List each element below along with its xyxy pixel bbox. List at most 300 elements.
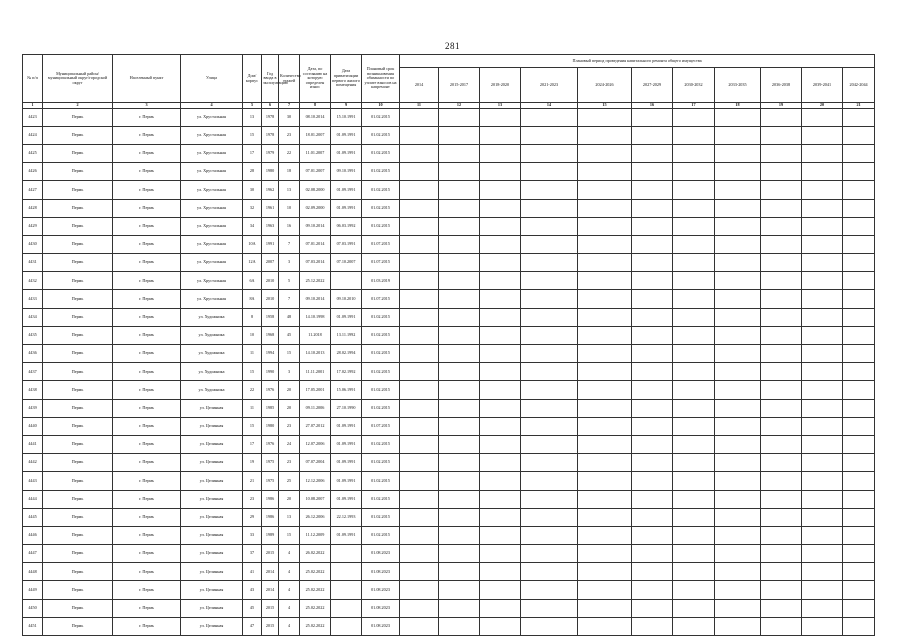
privatization-date-cell: 01.09.1991	[331, 144, 362, 162]
planned-work-cell	[802, 363, 843, 381]
privatization-date-cell: 01.09.1991	[331, 454, 362, 472]
planned-work-cell	[843, 490, 875, 508]
settlement-cell: г. Пермь	[113, 617, 181, 635]
year-built-cell: 2015	[262, 599, 279, 617]
planned-work-cell	[715, 181, 761, 199]
street-cell: ул. Хрустальная	[181, 108, 243, 126]
date-included-cell: 07.03.2014	[300, 254, 331, 272]
planned-work-cell	[578, 617, 632, 635]
planned-work-cell	[521, 581, 578, 599]
privatization-date-cell: 01.09.1991	[331, 199, 362, 217]
table-row	[23, 199, 875, 217]
planned-work-cell	[632, 345, 673, 363]
table-row	[23, 526, 875, 544]
planned-work-cell	[673, 290, 715, 308]
privatization-date-cell: 15.10.1991	[331, 108, 362, 126]
planned-work-cell	[480, 290, 521, 308]
planned-work-cell	[400, 326, 439, 344]
municipality-cell: Пермь	[43, 417, 113, 435]
planned-work-cell	[715, 508, 761, 526]
floors-cell: 15	[279, 526, 300, 544]
planned-work-cell	[843, 235, 875, 253]
planned-work-cell	[400, 526, 439, 544]
planned-work-cell	[673, 417, 715, 435]
obligation-date-cell: 01.02.2015	[362, 144, 400, 162]
table-row	[23, 272, 875, 290]
floors-cell: 18	[279, 163, 300, 181]
column-index-cell: 18	[715, 103, 761, 109]
settlement-cell: г. Пермь	[113, 526, 181, 544]
planned-work-cell	[843, 508, 875, 526]
row-number-cell: 4425	[23, 144, 43, 162]
planned-work-cell	[843, 126, 875, 144]
planned-work-cell	[439, 563, 480, 581]
year-built-cell: 1980	[262, 163, 279, 181]
privatization-date-cell: 13.11.1992	[331, 326, 362, 344]
row-number-cell: 4438	[23, 381, 43, 399]
column-index-cell: 9	[331, 103, 362, 109]
planned-work-cell	[521, 326, 578, 344]
row-number-cell: 4440	[23, 417, 43, 435]
house-cell: 34	[243, 217, 262, 235]
planned-work-cell	[480, 617, 521, 635]
table-row	[23, 545, 875, 563]
house-cell: 11	[243, 399, 262, 417]
planned-work-cell	[673, 108, 715, 126]
planned-work-cell	[761, 563, 802, 581]
table-body	[23, 108, 875, 635]
planned-work-cell	[802, 563, 843, 581]
planned-work-cell	[715, 526, 761, 544]
planned-work-cell	[843, 417, 875, 435]
planned-work-cell	[802, 199, 843, 217]
privatization-date-cell: 01.09.1991	[331, 181, 362, 199]
settlement-cell: г. Пермь	[113, 199, 181, 217]
planned-work-cell	[578, 399, 632, 417]
planned-work-cell	[439, 399, 480, 417]
planned-work-cell	[715, 454, 761, 472]
street-cell: ул. Хрустальная	[181, 163, 243, 181]
header-period: 2027-2029	[632, 68, 673, 103]
column-index-cell: 7	[279, 103, 300, 109]
row-number-cell: 4446	[23, 526, 43, 544]
planned-work-cell	[400, 181, 439, 199]
municipality-cell: Пермь	[43, 472, 113, 490]
planned-work-cell	[632, 217, 673, 235]
table-row	[23, 363, 875, 381]
row-number-cell: 4424	[23, 126, 43, 144]
planned-work-cell	[715, 126, 761, 144]
planned-work-cell	[400, 235, 439, 253]
privatization-date-cell: 09.10.2010	[331, 290, 362, 308]
table-row	[23, 581, 875, 599]
house-cell: 29	[243, 508, 262, 526]
header-street: Улица	[181, 55, 243, 103]
planned-work-cell	[673, 308, 715, 326]
date-included-cell: 25.02.2022	[300, 581, 331, 599]
privatization-date-cell	[331, 272, 362, 290]
planned-work-cell	[632, 126, 673, 144]
settlement-cell: г. Пермь	[113, 235, 181, 253]
year-built-cell: 2015	[262, 617, 279, 635]
planned-work-cell	[761, 181, 802, 199]
planned-work-cell	[521, 290, 578, 308]
floors-cell: 48	[279, 308, 300, 326]
settlement-cell: г. Пермь	[113, 399, 181, 417]
column-index-cell: 11	[400, 103, 439, 109]
obligation-date-cell: 01.07.2015	[362, 417, 400, 435]
planned-work-cell	[761, 108, 802, 126]
header-date-included: Дата, по состоянию на которую определен износ	[300, 55, 331, 103]
settlement-cell: г. Пермь	[113, 181, 181, 199]
planned-work-cell	[480, 254, 521, 272]
municipality-cell: Пермь	[43, 399, 113, 417]
planned-work-cell	[400, 308, 439, 326]
planned-work-cell	[632, 399, 673, 417]
planned-work-cell	[843, 144, 875, 162]
settlement-cell: г. Пермь	[113, 454, 181, 472]
table-row	[23, 235, 875, 253]
planned-work-cell	[715, 581, 761, 599]
date-included-cell: 09.10.2014	[300, 290, 331, 308]
planned-work-cell	[802, 399, 843, 417]
obligation-date-cell: 01.02.2015	[362, 381, 400, 399]
settlement-cell: г. Пермь	[113, 254, 181, 272]
planned-work-cell	[400, 454, 439, 472]
settlement-cell: г. Пермь	[113, 381, 181, 399]
settlement-cell: г. Пермь	[113, 545, 181, 563]
municipality-cell: Пермь	[43, 254, 113, 272]
year-built-cell: 1962	[262, 181, 279, 199]
planned-work-cell	[400, 581, 439, 599]
date-included-cell: 14.10.1998	[300, 308, 331, 326]
house-cell: 30	[243, 181, 262, 199]
planned-work-cell	[521, 490, 578, 508]
planned-work-cell	[673, 508, 715, 526]
year-built-cell: 1986	[262, 490, 279, 508]
table-row	[23, 490, 875, 508]
date-included-cell: 09.11.2006	[300, 399, 331, 417]
planned-work-cell	[439, 345, 480, 363]
planned-work-cell	[843, 345, 875, 363]
table-row	[23, 326, 875, 344]
planned-work-cell	[715, 272, 761, 290]
privatization-date-cell	[331, 599, 362, 617]
street-cell: ул. Целинная	[181, 417, 243, 435]
row-number-cell: 4436	[23, 345, 43, 363]
planned-work-cell	[439, 254, 480, 272]
planned-work-cell	[578, 454, 632, 472]
table-row	[23, 308, 875, 326]
planned-work-cell	[843, 181, 875, 199]
planned-work-cell	[802, 381, 843, 399]
planned-work-cell	[480, 381, 521, 399]
planned-work-cell	[521, 272, 578, 290]
planned-work-cell	[843, 581, 875, 599]
municipality-cell: Пермь	[43, 454, 113, 472]
table-row	[23, 508, 875, 526]
municipality-cell: Пермь	[43, 199, 113, 217]
planned-work-cell	[480, 163, 521, 181]
planned-work-cell	[480, 235, 521, 253]
planned-work-cell	[578, 199, 632, 217]
planned-work-cell	[761, 435, 802, 453]
table-row	[23, 381, 875, 399]
planned-work-cell	[673, 345, 715, 363]
privatization-date-cell	[331, 545, 362, 563]
street-cell: ул. Хрустальная	[181, 181, 243, 199]
planned-work-cell	[439, 435, 480, 453]
planned-work-cell	[521, 363, 578, 381]
year-built-cell: 1958	[262, 308, 279, 326]
table-row	[23, 617, 875, 635]
planned-work-cell	[578, 326, 632, 344]
header-obligation-date: Плановый срок возникновения обязанности по уплате взносов на капремонт	[362, 55, 400, 103]
column-index-cell: 20	[802, 103, 843, 109]
planned-work-cell	[802, 126, 843, 144]
planned-work-cell	[578, 144, 632, 162]
header-period: 2024-2026	[578, 68, 632, 103]
floors-cell: 4	[279, 599, 300, 617]
planned-work-cell	[761, 545, 802, 563]
planned-work-cell	[843, 526, 875, 544]
year-built-cell: 1975	[262, 472, 279, 490]
date-included-cell: 08.10.2014	[300, 108, 331, 126]
planned-work-cell	[715, 235, 761, 253]
planned-work-cell	[632, 563, 673, 581]
date-included-cell: 25.02.2022	[300, 563, 331, 581]
column-index-cell: 3	[113, 103, 181, 109]
row-number-cell: 4445	[23, 508, 43, 526]
planned-work-cell	[521, 435, 578, 453]
planned-work-cell	[761, 490, 802, 508]
planned-work-cell	[632, 435, 673, 453]
table-row	[23, 435, 875, 453]
planned-work-cell	[439, 545, 480, 563]
planned-work-cell	[439, 163, 480, 181]
planned-work-cell	[480, 472, 521, 490]
table-row	[23, 454, 875, 472]
planned-work-cell	[761, 381, 802, 399]
planned-work-cell	[480, 272, 521, 290]
table-row	[23, 345, 875, 363]
planned-work-cell	[578, 526, 632, 544]
privatization-date-cell: 27.10.1990	[331, 399, 362, 417]
header-period: 2036-2038	[761, 68, 802, 103]
planned-work-cell	[439, 272, 480, 290]
column-index-cell: 2	[43, 103, 113, 109]
planned-work-cell	[802, 326, 843, 344]
planned-work-cell	[843, 472, 875, 490]
planned-work-cell	[439, 599, 480, 617]
street-cell: ул. Целинная	[181, 508, 243, 526]
year-built-cell: 2015	[262, 545, 279, 563]
floors-cell: 3	[279, 254, 300, 272]
planned-work-cell	[673, 545, 715, 563]
row-number-cell: 4442	[23, 454, 43, 472]
date-included-cell: 26.02.2022	[300, 545, 331, 563]
planned-work-cell	[578, 581, 632, 599]
obligation-date-cell: 01.02.2015	[362, 508, 400, 526]
header-house: Дом/ корпус	[243, 55, 262, 103]
date-included-cell: 11.12.2009	[300, 526, 331, 544]
settlement-cell: г. Пермь	[113, 508, 181, 526]
planned-work-cell	[521, 108, 578, 126]
planned-work-cell	[439, 217, 480, 235]
row-number-cell: 4437	[23, 363, 43, 381]
date-included-cell: 02.09.2000	[300, 199, 331, 217]
date-included-cell: 17.05.2001	[300, 381, 331, 399]
planned-work-cell	[715, 435, 761, 453]
municipality-cell: Пермь	[43, 545, 113, 563]
street-cell: ул. Хрустальная	[181, 290, 243, 308]
header-period: 2039-2041	[802, 68, 843, 103]
street-cell: ул. Хрустальная	[181, 272, 243, 290]
obligation-date-cell: 01.08.2023	[362, 545, 400, 563]
floors-cell: 45	[279, 326, 300, 344]
planned-work-cell	[480, 326, 521, 344]
planned-work-cell	[715, 108, 761, 126]
street-cell: ул. Хрустальная	[181, 254, 243, 272]
planned-work-cell	[673, 563, 715, 581]
planned-work-cell	[400, 272, 439, 290]
year-built-cell: 1978	[262, 108, 279, 126]
privatization-date-cell: 01.09.1991	[331, 126, 362, 144]
house-cell: 22	[243, 381, 262, 399]
privatization-date-cell: 09.10.1991	[331, 163, 362, 181]
floors-cell: 23	[279, 126, 300, 144]
planned-work-cell	[521, 599, 578, 617]
planned-work-cell	[761, 599, 802, 617]
planned-work-cell	[439, 108, 480, 126]
planned-work-cell	[578, 272, 632, 290]
planned-work-cell	[400, 217, 439, 235]
floors-cell: 30	[279, 108, 300, 126]
municipality-cell: Пермь	[43, 617, 113, 635]
planned-work-cell	[521, 526, 578, 544]
planned-work-cell	[673, 217, 715, 235]
planned-work-cell	[480, 545, 521, 563]
obligation-date-cell: 01.08.2023	[362, 581, 400, 599]
planned-work-cell	[802, 308, 843, 326]
planned-work-cell	[632, 472, 673, 490]
street-cell: ул. Хрустальная	[181, 235, 243, 253]
privatization-date-cell: 01.09.1991	[331, 308, 362, 326]
year-built-cell: 1968	[262, 326, 279, 344]
row-number-cell: 4429	[23, 217, 43, 235]
planned-work-cell	[632, 235, 673, 253]
floors-cell: 16	[279, 217, 300, 235]
planned-work-cell	[521, 417, 578, 435]
planned-work-cell	[632, 545, 673, 563]
house-cell: 11	[243, 345, 262, 363]
row-number-cell: 4434	[23, 308, 43, 326]
floors-cell: 15	[279, 345, 300, 363]
planned-work-cell	[521, 126, 578, 144]
planned-work-cell	[715, 254, 761, 272]
planned-work-cell	[843, 599, 875, 617]
planned-work-cell	[439, 290, 480, 308]
planned-work-cell	[673, 163, 715, 181]
municipality-cell: Пермь	[43, 126, 113, 144]
header-privatization-date: Дата приватизации первого жилого помещения	[331, 55, 362, 103]
planned-work-cell	[480, 399, 521, 417]
planned-work-cell	[761, 326, 802, 344]
planned-work-cell	[578, 181, 632, 199]
planned-work-cell	[673, 435, 715, 453]
settlement-cell: г. Пермь	[113, 126, 181, 144]
settlement-cell: г. Пермь	[113, 290, 181, 308]
planned-work-cell	[761, 235, 802, 253]
planned-work-cell	[480, 363, 521, 381]
planned-work-cell	[578, 363, 632, 381]
planned-work-cell	[632, 381, 673, 399]
planned-work-cell	[802, 254, 843, 272]
house-cell: 41	[243, 563, 262, 581]
planned-work-cell	[715, 163, 761, 181]
street-cell: ул. Целинная	[181, 581, 243, 599]
floors-cell: 24	[279, 435, 300, 453]
column-index-cell: 1	[23, 103, 43, 109]
planned-work-cell	[521, 181, 578, 199]
planned-work-cell	[439, 181, 480, 199]
planned-work-cell	[400, 363, 439, 381]
street-cell: ул. Художника	[181, 345, 243, 363]
planned-work-cell	[632, 144, 673, 162]
planned-work-cell	[843, 454, 875, 472]
privatization-date-cell: 01.09.1991	[331, 490, 362, 508]
planned-work-cell	[439, 199, 480, 217]
obligation-date-cell: 01.02.2015	[362, 308, 400, 326]
date-included-cell: 12.12.2006	[300, 472, 331, 490]
planned-work-cell	[761, 617, 802, 635]
planned-work-cell	[632, 417, 673, 435]
floors-cell: 20	[279, 399, 300, 417]
planned-work-cell	[843, 363, 875, 381]
planned-work-cell	[761, 472, 802, 490]
planned-work-cell	[578, 435, 632, 453]
planned-work-cell	[843, 399, 875, 417]
planned-work-cell	[715, 599, 761, 617]
planned-work-cell	[715, 217, 761, 235]
planned-work-cell	[843, 254, 875, 272]
date-included-cell: 10.08.2007	[300, 490, 331, 508]
header-municipality: Муниципальный район/ муниципальный округ/городской округ	[43, 55, 113, 103]
planned-work-cell	[843, 617, 875, 635]
municipality-cell: Пермь	[43, 508, 113, 526]
planned-work-cell	[578, 254, 632, 272]
street-cell: ул. Целинная	[181, 435, 243, 453]
planned-work-cell	[715, 144, 761, 162]
floors-cell: 4	[279, 545, 300, 563]
planned-work-cell	[480, 435, 521, 453]
planned-work-cell	[802, 272, 843, 290]
planned-work-cell	[439, 144, 480, 162]
table-row	[23, 254, 875, 272]
municipality-cell: Пермь	[43, 345, 113, 363]
table-row	[23, 144, 875, 162]
planned-work-cell	[802, 435, 843, 453]
date-included-cell: 11.11.2001	[300, 363, 331, 381]
year-built-cell: 1961	[262, 199, 279, 217]
house-cell: 8	[243, 308, 262, 326]
date-included-cell: 25.02.2022	[300, 599, 331, 617]
street-cell: ул. Художника	[181, 363, 243, 381]
planned-work-cell	[480, 199, 521, 217]
obligation-date-cell: 01.02.2015	[362, 435, 400, 453]
planned-work-cell	[578, 417, 632, 435]
planned-work-cell	[673, 254, 715, 272]
